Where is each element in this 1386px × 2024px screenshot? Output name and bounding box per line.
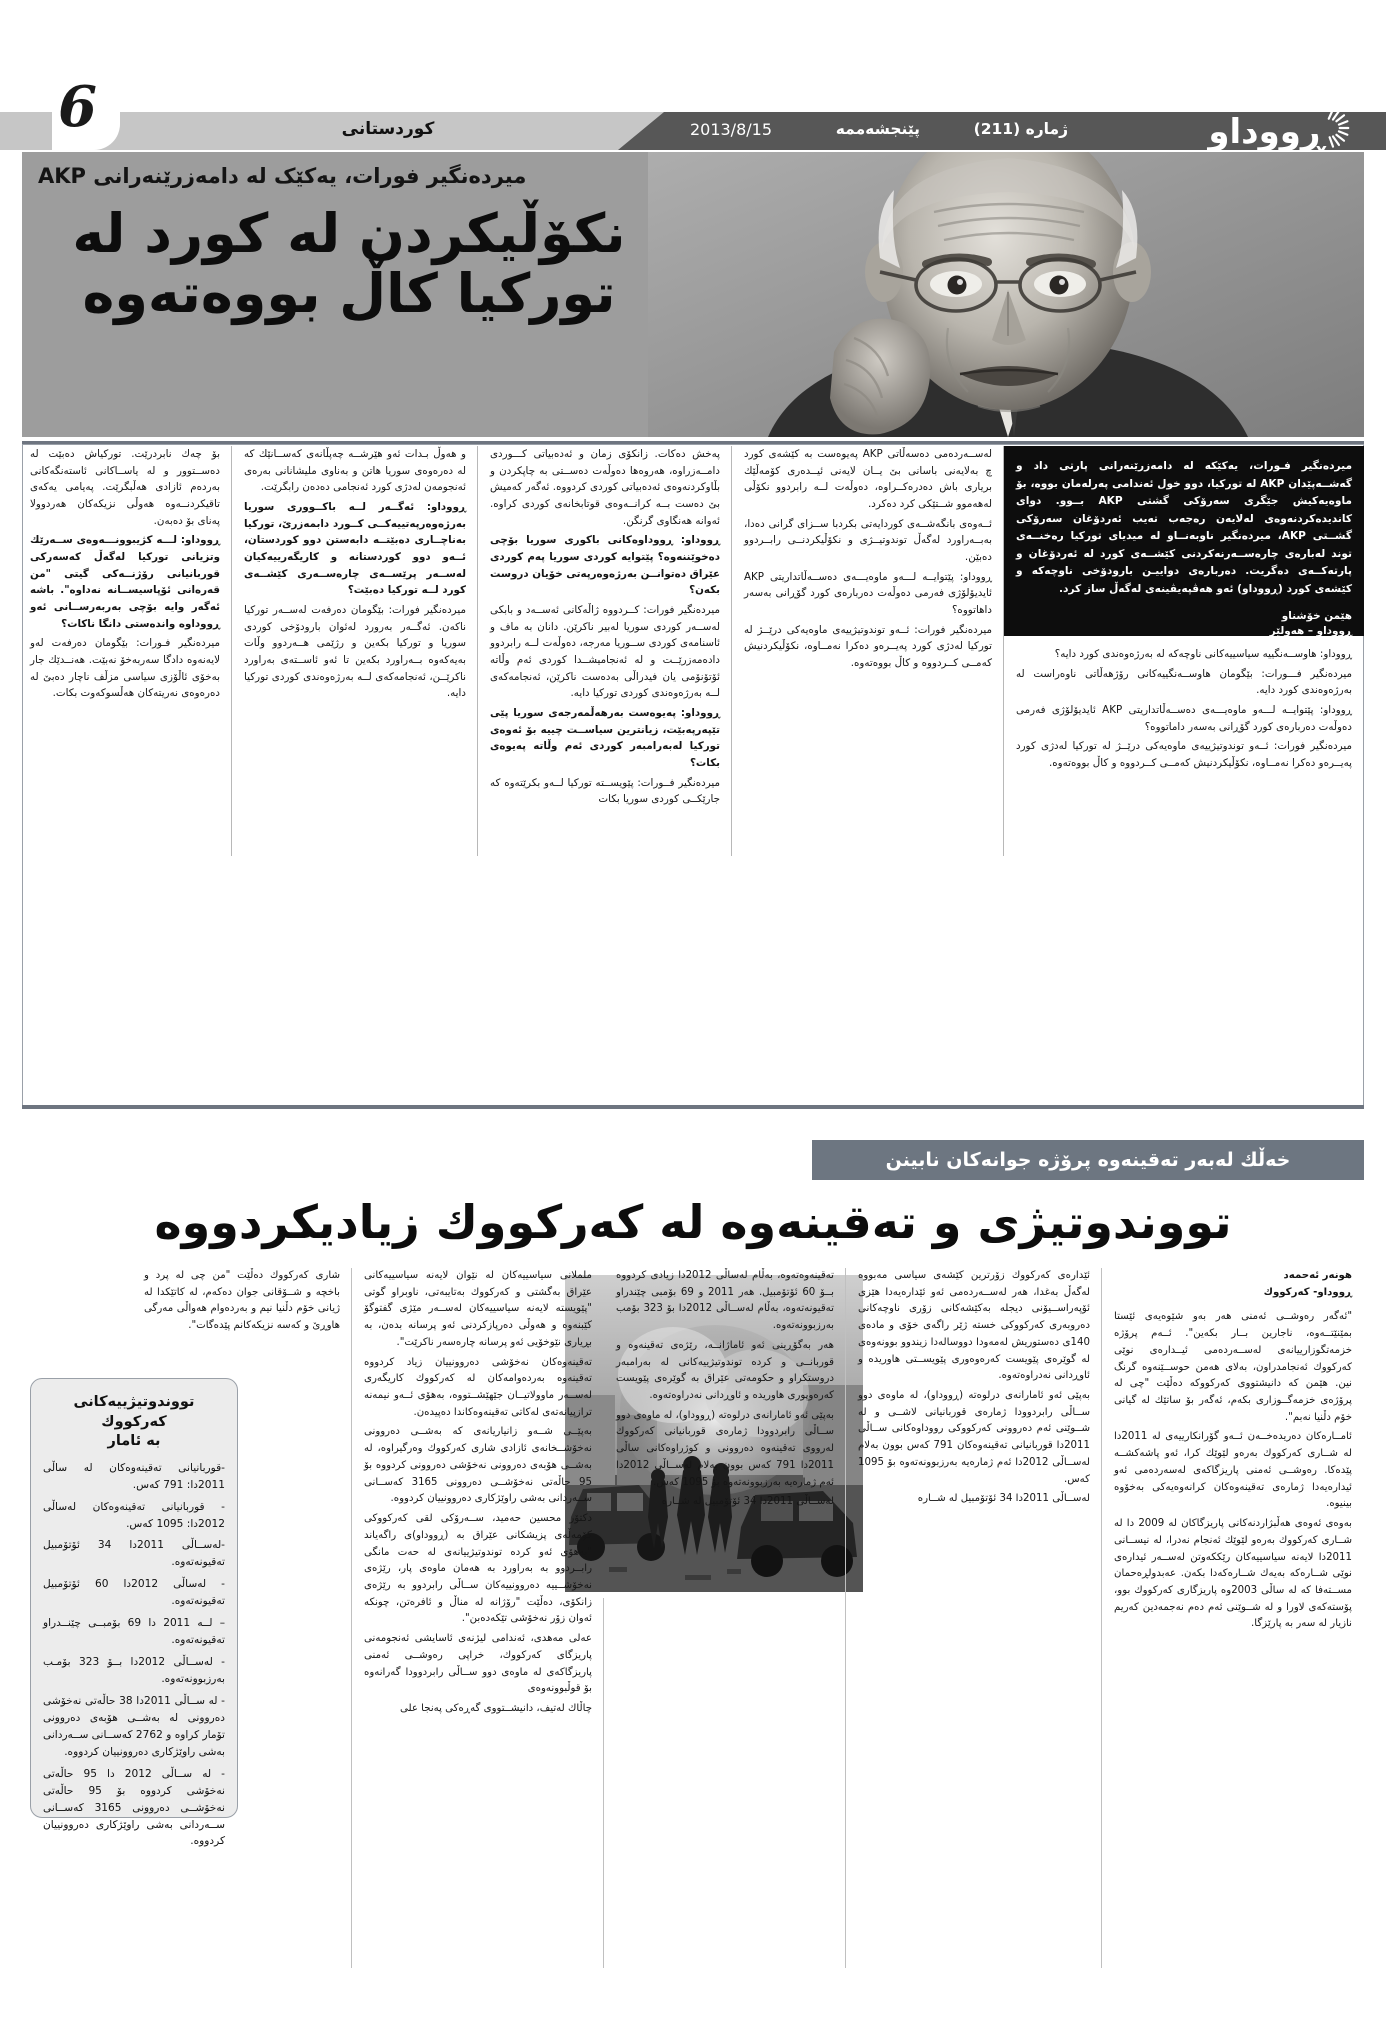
article2-section-label: خەڵك لەبەر تەقینەوە پرۆژە جوانەكان نابینن (885, 1149, 1291, 1171)
question: ڕووداو: پەیوەست بەرھەڵمەرجەی سوریا پێی تێپەرپەبێت، زیانترین سیاســت چییه بۆ ئەوەی توركیا لەبەرامبەر كوردی ئەم وڵاتە پەیوەی بكات؟ (490, 707, 720, 770)
paragraph: بەپێی ئەو ئامارانەی درلوەته (ڕووداو)، لە ماوەی دوو ســاڵی رابردوودا ژمارەی قوربانیانی كەركووك لەرووی تەقینەوە دەروونی و كوژراوەكانی ساڵی 2011دا 791 كەس بوون بەلام لەســاڵی 2012دا ئەم ژمارەیە بەرزبوونەتەوە بۆ 1095 كەس. (616, 1409, 834, 1488)
byline-author: ھێمن خۆشناو (1281, 609, 1352, 622)
paragraph: ئــەوەی بانگەشــەی كوردایەتی بكردبا ســزای گرانی دەدا، بەبــەراورد لەگەڵ توندوتیــژی و نكۆڵیكردنــی رابــردوو دەبێن. (744, 517, 992, 564)
article1-column-2 (244, 446, 466, 856)
paragraph: بۆ چەك نابردرێت. توركیاش دەبێت له دەســتوور و له یاســاكانی ئاستەنگەكانی بەردەم ئازادی ھەڵبگرێت. پەیامی یەكەی تاقیكردنــەوە ھەوڵی نزیكەكان ھەردوولا پەنای بۆ دەبەن. (30, 448, 220, 527)
paragraph: دكتۆر محسین حەمید، ســەرۆكی لقی كەركووكی كۆمەڵەی پزیشكانی عێراق به (ڕووداو)ی راگەیاند "بەھۆی ئەو كردە توندوتیژییانەی له حەت مانگی رابــردوو به بەراورد به ھەمان ماوەی پار، رێژەی نەخۆشــییە دەروونییەكان ســاڵی رابردوو به رێژەی زانكۆی، دەڵێت "رۆژانه له مناڵ و ئافرەتن، چونكە ئەوان زۆر نەخۆشی تێكەدەبن". (364, 1513, 592, 1625)
section-name: كوردستانی (341, 119, 435, 139)
paragraph: میردەنگیر فـــورات: بێگومان ھاوســەنگییەكانی رۆژھەڵاتی ناوەراست له بەرژەوەندی كورد دایە. (1016, 667, 1352, 697)
article1-bottom-rule (22, 1105, 1364, 1109)
statistics-item: - قوربانیانی تەقینەوەكان لەساڵی 2012دا: 1095 كەس. (43, 1500, 225, 1530)
article1-kicker: میردەنگیر فورات، یەکێک له دامەزرێنەرانی AKP (38, 164, 527, 188)
issue-number: ژماره (211) (973, 120, 1068, 138)
article1-column-3 (490, 446, 720, 856)
paragraph: میردەنگیر فـورات: بێگومان دەرفەت لەو لایەنەوه دادگا سەربەخۆ نەبێت. ھەنــدێك جار بەخۆی ئاڵۆزی سیاسی مزڵف ناچار دەبێ له دەرەوەی نەریتەكان ھەڵسوكەوت بكات. (30, 637, 220, 700)
paragraph: لەســەردەمی دەسەڵاتی AKP پەیوەست به كێشەی كورد چ بەلایەنی باسانی بێ یــان لایەنی ئیــدەری كۆمەڵێك بریاری باش دەدرەكــراوه، دەوڵەت لــه رابردوو نكۆڵی لەھەموو شــتێكی كرد دەكرد. (744, 448, 992, 511)
article2-section-band (812, 1140, 1364, 1180)
statistics-title-line1: تووندوتیژییەكانی كەركووك (73, 1394, 195, 1430)
paragraph: شاری كەركووك دەڵێت "من چی له پرد و باخچه و شــۆقانی جوان دەكەم، له كاتێكدا له ژیانی خۆم دڵنیا نیم و بەردەوام ھەواڵی مەرگی ھاوڕێ و كەسه نزیكەكانم پێدەگات". (144, 1270, 340, 1332)
article1-top-rule (22, 441, 1364, 444)
article1-intro-text: میردەنگیر فـورات، یەكێكە له دامەزرێنەرانی پارتی داد و گەشــەپێدان AKP له تورکیا، دوو خول ئەندامی پەرلەمان بووه، بۆ ماوەیەكیش جێگری سەرۆكی گشتی AKP بــوو. دوای کاندیدەكردنەوەی لەلایەن رەجەب تەیب ئەردۆغان سەرۆكی گشــتی AKP، میردەنگیر ناوبەنــاو له میدیای توركیا رەخنــەی توند لەبارەی چارەســەرنەكردنی كێشــەی كورد له ئەردۆغان و پارتەكــەی دەگریت. دەربارەی دواییـن بارودۆخی ناوچەكە و كێشەی كورد (ڕووداو) ئەو ھەڤپەیڤینەی لەگەڵ ساز كرد. (1016, 460, 1353, 596)
statistics-item: - لەســاڵی 2012دا بــۆ 323 بۆمـب بەرزبوونەتەوە. (43, 1656, 225, 1685)
column-rule (231, 446, 232, 856)
paragraph: تەقینەوەكان نەخۆشی دەروونییان زیاد كردووه تەقینەوە بەردەوامەكان له كەركووك كاریگەری لەســەر ماوولاتیــان جێھێشــتووه، بەھۆی ئــەو نیمەنه ترازپیانەتەی لەكاتی تەقینەوەكاندا دەپیدەن. (364, 1356, 592, 1418)
sunburst-icon (1316, 106, 1350, 150)
paragraph: لەســاڵی 2011دا 34 ئۆتۆمبیل لە شــاره (661, 1496, 834, 1508)
article1-body (22, 446, 1364, 856)
statistics-title-line2: به ئامار (107, 1433, 161, 1450)
paragraph: لەســاڵی 2011دا 34 ئۆتۆمبیل لە شــاره (917, 1493, 1090, 1505)
statistics-list (43, 1460, 225, 1851)
paragraph: میردەنگیر فورات: ئــەو توندوتیژییەی ماوەیەكی درێــژ له توركیا لەدژی كورد پەیــرەو دەكرا نەمــاوە، نكۆڵیكردنیش كەمــی كــردووه و كاڵ بووەتەوه. (744, 623, 992, 670)
paragraph: عەلی مەھدی، ئەندامی لیژنەی ئاسایشی ئەنجومەنی پاریزگای كەركووك، خراپی رەوشــی ئەمنی پاریزگاكەی له ماوەی دوو ســاڵی رابردوودا گەرانەوه بۆ قوڵبوونەوەی (364, 1633, 592, 1695)
article1-photo (648, 152, 1364, 437)
paragraph: میردەنگیر فورات: بێگومان دەرفەت لەســەر توركیا ناكەن. ئەگــەر بەرورد لەئوان بارودۆخی كوردی سوریا و توركیا بكەین و رژێمی ھــەردوو وڵات بەیەكەوه بــەراورد بكەین تا ئەو ئاســتەی بەراورد ناكرێــن، ئەنجامەكەی لــه بەرژەوەندی كوردی توركیا دایه. (244, 604, 466, 700)
paragraph: ڕووداو: پێتوایــە لـــەو ماوەیـــەی دەســەڵاتداریتی AKP ئایدیۆلۆژی فەرمی دەوڵەت دەربارەی كورد گۆڕانی بەسەر داماتووە؟ (1016, 704, 1352, 733)
article2-column-3 (616, 1268, 834, 1968)
masthead-left-tab (36, 112, 52, 150)
article1-intro-box (1004, 446, 1364, 636)
article2-byline-author: ھونەر ئەحمەد (1283, 1270, 1352, 1281)
publication-weekday: پێنجشەممە (835, 120, 920, 138)
article2-column-4 (858, 1268, 1090, 1968)
masthead-logo (1200, 104, 1350, 158)
paragraph: تەقینەوەتەوە، بەڵام لەساڵی 2012دا زیادی كردووه بــۆ 60 ئۆتۆمبیل. ھەر 2011 و 69 بۆمبی چێندراو تەقیونەتەوە، بەڵام لەســاڵی 2012دا بۆ 323 بۆمب بەرزبوونەتەوە. (616, 1270, 834, 1332)
column-rule (1101, 1268, 1102, 1968)
article1-column-5 (1016, 646, 1352, 856)
paragraph: چاڵاك لەتیف، دانیشــتووی گەڕەكی پەنجا علی (399, 1702, 592, 1714)
paragraph: ئامــارەكان دەریدەخــەن ئــەو گۆرانكارییەی لە 2011دا له شــاری كەركووك بەرەو لێوێك كرا، ئەو پاشەكشــه پێدەكا. رەوشــی ئەمنی پاریزگاكەی لەسەردەمی ئەو ئیدارەیەدا ژمارەی تەقینەوەكان كرانەوەیەكی بەخۆوه بینیوە. (1114, 1431, 1352, 1510)
column-rule (477, 446, 478, 856)
paragraph: و ھەوڵ بـدات ئەو ھێرشــه چەپڵانەی كەســانێك كه له دەرەوەی سوریا ھاتن و بەناوی ملیشانانی بەرەی ئەنجومەن لەدژی كورد ئەنجامی دەدەن رابگرێت. (244, 448, 466, 494)
paragraph: ھەر بەگۆڕینی ئەو ئاماژانــە، رێژەی تەقینەوە و قوربانــی و كردە توندوتیژییەكانی لە بەرامبەر دروستكراو و حكومەتی عێراق به گوێرەی پێویست كەرەوپوری ھاوریده و ئاوڕدانی نەدراوەتەوە. (616, 1339, 834, 1402)
paragraph: بەوەی ئەوەی ھەڵبژاردنەكانی پاریزگاكان لە 2009 دا له شــاری كەركووك بەرەو لێوێك ئەنجام نەدرا، لە نیســانی 2011دا لایەنە سیاسییەكان رێككەوتن لەســەر ئیدارەی نوێی شــارەكە بەیەك شــارەكەدا بكەن. عەبدولڕەحمان مســتەفا كه له ساڵی 2003وه پاریزگاری كەركووك بوو، پۆستەكەی لاورا و له شــوێنی ئەم دەم نەجمەدین كەریم نازیار له سەر به پارێزگا. (1114, 1518, 1352, 1630)
byline-location: ڕووداو – ھەولێر (1269, 625, 1352, 638)
paragraph: "ئەگەر رەوشــی ئەمنی ھەر بەو شێوەیەی ئێستا بمێنێتــەوە، ناجارین بــار بكەین". ئــەم پرۆژە خزمەتگوزارییانەی لەســەردەمی ئیــدارەی نوێی كەركووك ئەنجامدراون، بەلای ھەمن حوســێنەوە گرنگ نین. ھێمن كه دانیشتووی كەركووكه دەڵێت "چی له پرۆژەی خزمەگــوزاری بكەم، ئەگەر بۆ ساتێك له گیانی خۆم دڵنیا نەبم". (1114, 1311, 1352, 1423)
page-number: 6 (58, 74, 97, 140)
paragraph: بەپێــی شــەو زانیاریانەی كه بەشــی دەروونی نەخۆشــخانەی ئازادی شاری كەركووك وەرگیراوە، له بەشــی ھۆبەی دەروونی نەخۆشی دەروونی كردووه بۆ 95 حاڵەتی نەخۆشــی دەروونی 3165 كەســانی ســەردانی بەشی راوێژكاری دەروونییان كردووە. (364, 1426, 592, 1505)
question: ڕووداو: ئەگــەر لــه باكــوورى سوریا بەرژەوەرپەتییەكــی كــورد دابمەزرێ، توركیا بەناچــاری دەبێتــه دابەستن دوو كوردستان، ئــەو دوو كوردستانە و كاریگەرییەكیان لەســەر پرێســەی چارەســەری كێشــەی كورد لــه توركیا دەبێت؟ (244, 501, 466, 597)
paragraph: بەپێی ئەو ئامارانەی درلوەته (ڕووداو)، لە ماوەی دوو ســاڵی رابردوودا ژمارەی قوربانیانی لاشــی و له شــوێنی ئەم دەروونی كەركووكی رووداوەكانی ســاڵی 2011دا قوربانیانی تەقینەوەكان 791 كەس بوون بەلام لەســاڵی 2012دا ئەم ژمارەیە بەرزبوونەتەوە بۆ 1095 كەس. (858, 1390, 1090, 1485)
article1-column-1 (30, 446, 220, 856)
article1-hero (22, 152, 1364, 437)
column-rule (351, 1268, 352, 1968)
article1-byline (1016, 609, 1352, 640)
statistics-item: -قوربانیانی تەقینەوەكان له ساڵی 2011دا: 791 كەس. (43, 1461, 225, 1491)
paragraph: ڕووداو: ھاوســەنگییە سیاسییەكانی ناوچەكە لە بەرژەوەندی كورد دایە؟ (1054, 648, 1352, 660)
paragraph: ئێدارەی كەركووك زۆرترین كێشەی سیاسی مەبووە لەگەڵ بەغدا، ھەر لەســەردەمی ئەو ئێدارەیەدا ھێزی ئۆپەراســیۆنی دیجله بەكێشەكانی زۆری ناوچەكانی دەروبەری كەركووكی خسته ژێر راگەی خۆی و مادەی 140ی دەستوریش لەمەودا دووسالەدا زیندوو بوونەوەی لە گوێرەی پێویست كەرەوەوری پێویســتی ھاوریده و ئاوڕدانی نەدراوەتەوە. (858, 1270, 1090, 1382)
paragraph: میردەنگیر فورات: كــردووە ژاڵەكانی ئەســەد و بابكی لەســەر كوردی سوریا لەبیر ناكرێن. دانان بە ماف و ئاسنامەی كوردی ســوریا مەرجه، دەوڵەت لــه رابردوو دادەمەزرێــت و له ئەنجامیشــدا كوردی ئەم وڵاتە ئۆتۆنۆمی یان فیدراڵی بەدەست ناكرێن، ئەنجامەكەی لــه بەرژەوەندی كوردی توركیا دایه. (490, 604, 720, 700)
statistics-item: - لە ســاڵی 2011دا 38 حاڵەتی نەخۆشی دەروونی له بەشــی ھۆبەی دەروونی تۆمار كراوە و 2762 كەســانی ســەردانی بەشی راوێژكاری دەروونییان كردووه. (43, 1694, 225, 1758)
paragraph: ململانی سیاسییەكان له نێوان لایەنە سیاسییەكانی عێراق بەگشتی و كەركووك بەتایبەتی، ناوبراو گوتی "پێویسته لایەنە سیاسییەكان لەســەر مێژی گفتوگۆ كێبنەوه و ھەوڵی دەرپازكردنی ئەو پرسانه بدەن، به بڕیاری نێوخۆیی ئەو پرسانه چارەسەر ناكرێت". (364, 1270, 592, 1348)
statistics-item: -لەســاڵی 2011دا 34 ئۆتۆمبیل تەقیونەتەوە. (43, 1539, 225, 1569)
question: ڕووداو: ڕووداوەكانی باكوری سوریا بۆچی دەخوێننەوە؟ پێتوایە كوردی سوریا پەم كوردی عێراق دەتوانــن بەرژەوەرپەتی خۆیان دروست بكەن؟ (490, 534, 720, 597)
column-rule (845, 1268, 846, 1968)
statistics-box-title (43, 1393, 225, 1452)
paragraph: پەخش دەكات. زانكۆی زمان و ئەدەبیاتی كـــوردی دامــەزراوه، ھەروەھا دەوڵەت دەســتی به چاپكردن و بڵاوكردنەوەی ئەدەبیاتی كوردی كردووه. ئەگەر كەمیش بێ دەست بــه كرانــەوەی قوتابخانەی كوردی كراوه. ئەوانه ھەنگاوی گرنگن. (490, 448, 720, 527)
article2-byline-location: ڕووداو- كەركووك (1263, 1286, 1352, 1298)
article1-headline (34, 204, 664, 325)
article2-headline: تووندوتیژی و تەقینەوە له كەركووك زیادیكردووە (154, 1195, 1232, 1249)
statistics-item: - لەساڵی 2012دا 60 ئۆتۆمبیل تەقیونەتەوە. (43, 1578, 225, 1608)
publication-date: 2013/8/15 (689, 120, 772, 139)
paragraph: میردەنگیر فورات: ئــەو توندوتیژییەی ماوەیەكی درێــژ لە توركیا لەدژی كورد پەیــرەو دەكرا نەمــاوە، نكۆڵیكردنیش كەمــی كــردووە و كاڵ بووەتەوە. (1016, 740, 1352, 770)
portrait-illustration (648, 152, 1364, 437)
article2-column-2 (364, 1268, 592, 1968)
logo-wordmark: ڕووداو (1208, 112, 1324, 152)
statistics-box (30, 1378, 238, 1848)
article1-column-4 (744, 446, 992, 856)
article2-column-5 (1114, 1268, 1352, 1968)
statistics-item: – لــه 2011 دا 69 بۆمبــی چێنــدراو تەقیونەتەوە. (43, 1617, 225, 1647)
article2-column-1 (144, 1268, 340, 1358)
column-rule (731, 446, 732, 856)
statistics-item: - لە ســاڵی 2012 دا 95 حاڵەتی نەخۆشی كردووە بۆ 95 حاڵەتی نەخۆشــی دەروونی 3165 كەســانی ســەردانی بەشی راوێژكاری دەروونییان كردووە. (43, 1767, 225, 1848)
page-number-badge (52, 74, 120, 150)
article1-headline-line2: توركیا كاڵ بووەتەوە (82, 262, 616, 326)
question: ڕووداو: لـــه كژیبوونـــەوەی ســەرێك وتزیانی توركیا لەگەڵ كەسەركی قوربانیانی رۆژنــەكی گیتی "من قەرەانی ئۆپاسیســانە نەداوه". باشه ئەگەر وایه بۆچی بەربەرســانی ئەو ڕووداوە واندەستی دانگا ناكات؟ (30, 534, 220, 630)
paragraph: ڕووداو: پێتوایــە لـــەو ماوەیـــەی دەســەڵاتداریتی AKP ئایدیۆلۆژی فەرمی دەوڵەت دەربارەی كورد گۆڕانی بەسەر داھاتووە؟ (744, 570, 992, 617)
column-rule (603, 1598, 604, 1968)
article1-headline-line1: نكۆڵیكردن له كورد له (72, 202, 626, 265)
paragraph: میردەنگیر فــورات: پێویســته توركیا لــەو بكرێتەوە كه جارێكــی كوردی سوریا بكات (490, 776, 720, 806)
